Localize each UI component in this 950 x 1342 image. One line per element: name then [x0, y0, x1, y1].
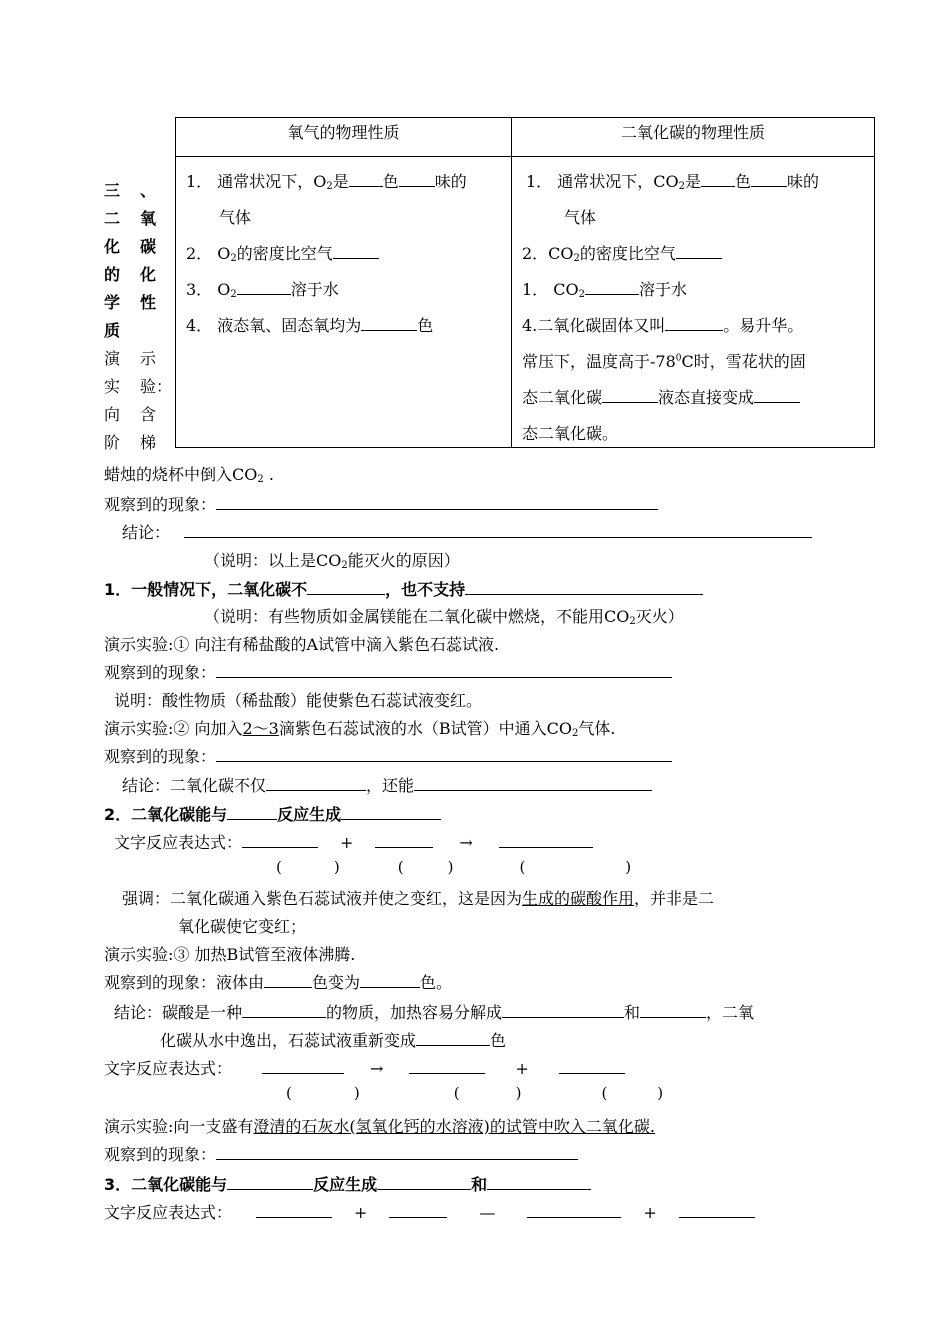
heading-3: 3．二氧化碳能与 反应生成 和: [104, 1172, 591, 1195]
co2-item-4-cont2: 态二氧化碳 液态直接变成: [522, 385, 800, 408]
co2-item-1-cont: 气体: [564, 208, 597, 227]
co2-item-4-cont: 常压下，温度高于$-78^0C$时，雪花状的固: [522, 352, 806, 371]
conclusion-3-cont: 化碳从水中逸出，石蕊试液重新变成 色: [160, 1031, 507, 1050]
co2-item-4: 4.二氧化碳固体又叫 。易升华。: [522, 316, 804, 335]
conclusion-1: 结论：: [122, 520, 812, 543]
demo-exp-1: 演示实验:① 向注有稀盐酸的A试管中滴入紫色石蕊试液.: [104, 635, 500, 654]
note-1: （说明：以上是$CO_2$能灭火的原因）: [204, 551, 460, 571]
word-equation-1: 文字反应表达式： + →: [114, 830, 593, 853]
demo-exp-4: 演示实验:向一支盛有澄清的石灰水(氢氧化钙的水溶液)的试管中吹入二氧化碳.: [104, 1117, 655, 1136]
explain-1: 说明：酸性物质（稀盐酸）能使紫色石蕊试液变红。: [114, 691, 483, 710]
properties-table: [175, 117, 875, 448]
word-equation-2: 文字反应表达式： → +: [104, 1056, 625, 1079]
paren-row-1: ( ) ( ) ( ): [276, 858, 632, 876]
o2-item-2: 2． $O_2$的密度比空气: [186, 241, 379, 264]
observe-4: 观察到的现象：液体由 色变为 色。: [104, 973, 453, 992]
heading-1: 1．一般情况下，二氧化碳不 ，也不支持: [104, 577, 703, 600]
demo-exp-2: 演示实验:② 向加入2～3滴紫色石蕊试液的水（B试管）中通入$CO_2$气体.: [104, 719, 616, 739]
emphasis: 强调：二氧化碳通入紫色石蕊试液并使之变红，这是因为生成的碳酸作用，并非是二: [122, 889, 715, 908]
o2-header: 氧气的物理性质: [176, 118, 512, 157]
conclusion-2: 结论：二氧化碳不仅 ，还能: [122, 773, 652, 796]
observe-1: 观察到的现象：: [104, 492, 658, 515]
co2-item-4-cont3: 态二氧化碳。: [522, 424, 619, 443]
conclusion-3: 结论：碳酸是一种 的物质，加热容易分解成 和 ，二氧: [114, 1003, 755, 1022]
demo-exp-3: 演示实验:③ 加热B试管至液体沸腾.: [104, 945, 356, 964]
o2-item-1: 1． 通常状况下，$O_2$是 色 味的: [186, 172, 467, 192]
note-2: （说明：有些物质如金属镁能在二氧化碳中燃烧，不能用$CO_2$灭火）: [204, 607, 684, 627]
observe-5: 观察到的现象：: [104, 1142, 578, 1165]
observe-3: 观察到的现象：: [104, 744, 672, 767]
word-equation-3: 文字反应表达式： + — +: [104, 1200, 755, 1223]
co2-item-3: 1． $CO_2$ 溶于水: [522, 280, 688, 300]
o2-item-1-cont: 气体: [219, 208, 252, 227]
heading-2: 2．二氧化碳能与 反应生成: [104, 802, 441, 825]
exp-intro-line: 蜡烛的烧杯中倒入$CO_2$ .: [104, 465, 274, 485]
o2-item-3: 3． $O_2$ 溶于水: [186, 280, 339, 300]
co2-properties-cell: [512, 157, 875, 448]
observe-2: 观察到的现象：: [104, 660, 672, 683]
co2-header: 二氧化碳的物理性质: [512, 118, 875, 157]
emphasis-cont: 氧化碳使它变红；: [178, 917, 307, 936]
o2-item-4: 4． 液态氧、固态氧均为 色: [186, 316, 434, 335]
paren-row-2: ( ) ( ) ( ): [286, 1084, 664, 1102]
co2-item-2: 2．$CO_2$的密度比空气: [522, 241, 722, 264]
o2-properties-cell: [176, 157, 512, 448]
co2-item-1: 1． 通常状况下，$CO_2$是 色 味的: [526, 172, 820, 192]
